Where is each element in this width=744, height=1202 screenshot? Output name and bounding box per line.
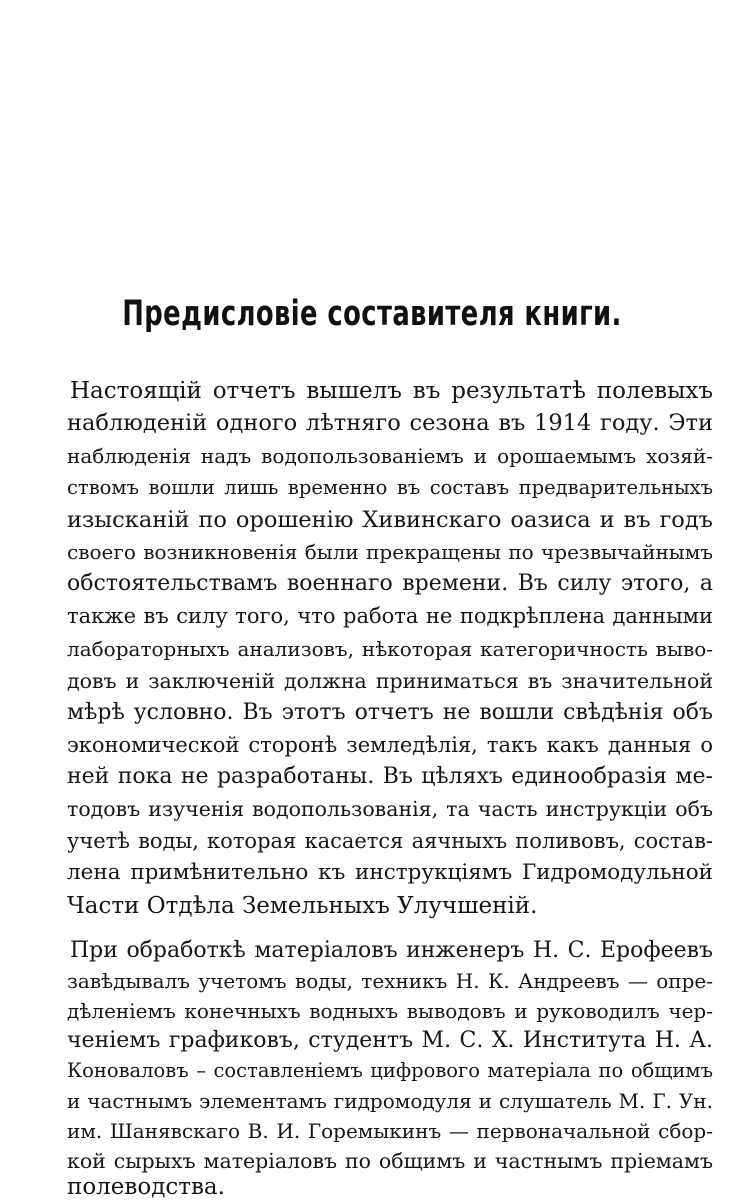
text-line: также въ силу того, что работа не подкрѣплена данными (67, 604, 713, 628)
text-line: лена примѣнительно къ инструкціямъ Гидромодульной (67, 860, 713, 885)
text-line: учетѣ воды, которая касается аячныхъ поливовъ, состав- (67, 829, 713, 853)
text-line: тодовъ изученія водопользованія, та часть инструкціи объ (67, 797, 713, 821)
text-line: экономической сторонѣ земледѣлія, такъ какъ данныя о (67, 733, 713, 757)
text-line: При обработкѣ матеріаловъ инженеръ Н. С. Ерофеевъ (70, 938, 713, 963)
text-line: полеводства. (67, 1174, 225, 1200)
text-line: наблюденій одного лѣтняго сезона въ 1914 году. Эти (67, 410, 713, 436)
text-line: Части Отдѣла Земельныхъ Улучшеній. (67, 893, 538, 919)
text-line: изысканій по орошенію Хивинскаго оазиса и въ годъ (67, 507, 713, 533)
text-line: дѣленіемъ конечныхъ водныхъ выводовъ и руководилъ чер- (67, 999, 713, 1023)
text-line: наблюденія надъ водопользованіемъ и орошаемымъ хозяй- (67, 444, 713, 468)
page-title: Предисловіе составителя книги. (122, 294, 622, 334)
text-line: кой сырыхъ матеріаловъ по общимъ и частнымъ пріемамъ (67, 1149, 713, 1173)
text-line: мѣрѣ условно. Въ этотъ отчетъ не вошли свѣдѣнія объ (67, 700, 713, 725)
text-line: ствомъ вошли лишь временно въ составъ предварительныхъ (67, 476, 713, 499)
text-line: Коноваловъ – составленіемъ цифрового матеріала по общимъ (67, 1059, 713, 1082)
text-line: Настоящій отчетъ вышелъ въ результатѣ полевыхъ (70, 378, 713, 404)
text-line: ченіемъ графиковъ, студентъ М. С. Х. Института Н. А. (67, 1028, 713, 1053)
text-line: довъ и заключеній должна приниматься въ значительной (67, 669, 713, 693)
text-line: и частнымъ элементамъ гидромодуля и слушатель М. Г. Ун. (67, 1089, 713, 1113)
text-line: завѣдывалъ учетомъ воды, техникъ Н. К. Андреевъ — опре- (67, 969, 713, 993)
text-line: своего возникновенія были прекращены по чрезвычайнымъ (67, 540, 713, 564)
text-line: лабораторныхъ анализовъ, нѣкоторая категоричность выво- (67, 637, 713, 661)
text-line: обстоятельствамъ военнаго времени. Въ силу этого, а (67, 571, 713, 596)
text-line: им. Шанявскаго В. И. Горемыкинъ — первоначальной сбор- (67, 1119, 713, 1143)
text-line: ней пока не разработаны. Въ цѣляхъ единообразія ме- (67, 764, 713, 789)
